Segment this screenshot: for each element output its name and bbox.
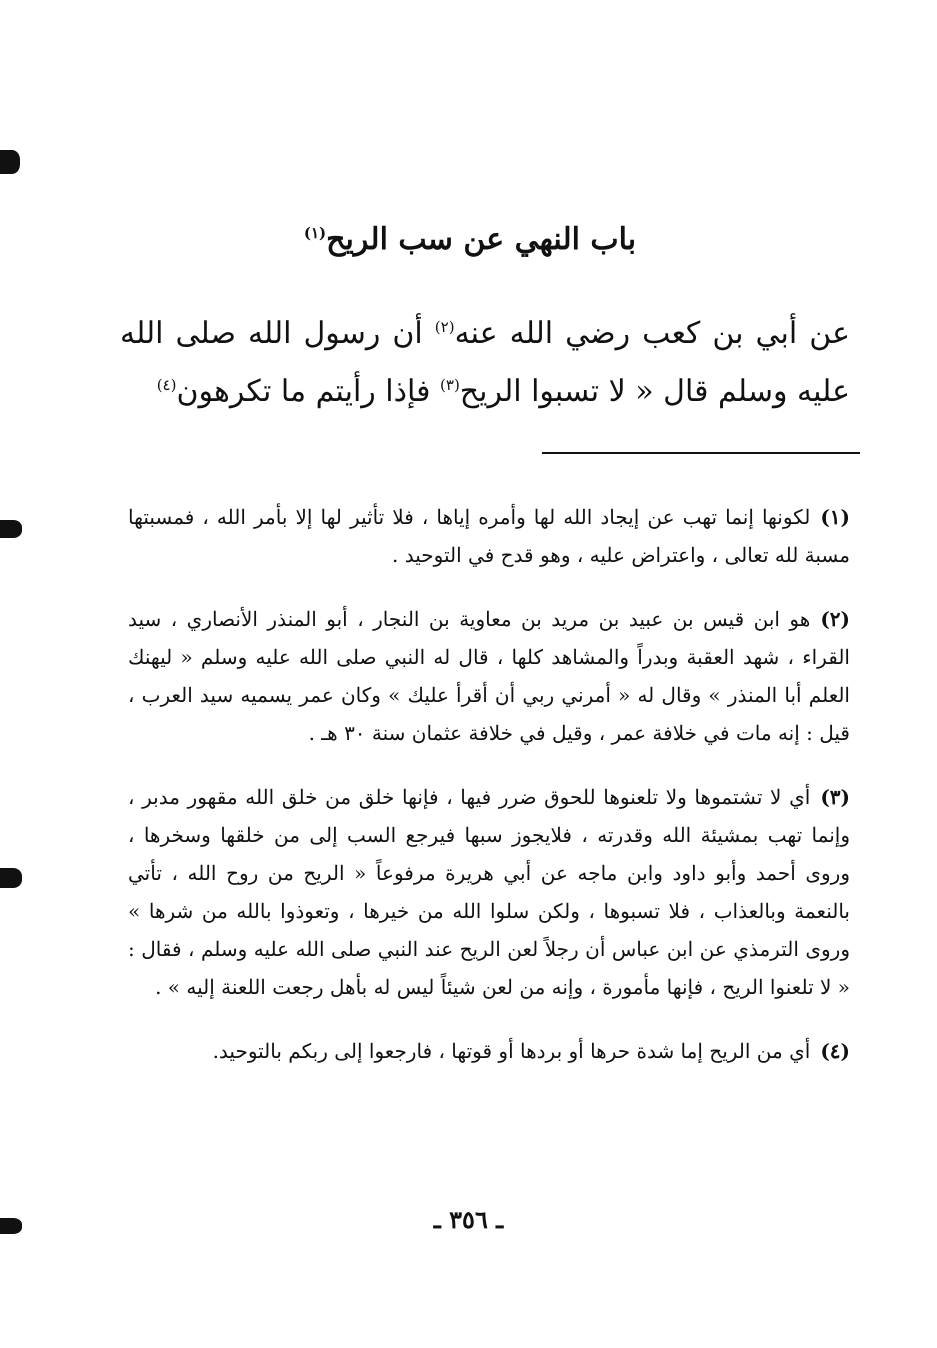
binding-mark-1 xyxy=(0,150,20,174)
chapter-title-text: باب النهي عن سب الريح xyxy=(326,222,637,257)
footnote-2 xyxy=(128,600,850,752)
footnote-number: (٣) xyxy=(820,785,850,809)
footnote-text: لكونها إنما تهب عن إيجاد الله لها وأمره إياها ، فلا تأثير لها إلا بأمر الله ، فمسبتها مسبة لله تعالى ، واعتراض عليه ، وهو قدح في التوحيد . xyxy=(128,505,850,567)
footnote-number: (٤) xyxy=(820,1039,850,1063)
binding-mark-3 xyxy=(0,868,22,888)
hadith-ref-4: (٤) xyxy=(156,376,177,394)
chapter-title xyxy=(120,222,820,257)
chapter-title-footnote-ref: (١) xyxy=(303,224,327,242)
footnote-text: أي من الريح إما شدة حرها أو بردها أو قوتها ، فارجعوا إلى ربكم بالتوحيد. xyxy=(212,1039,811,1063)
hadith-part-2: أن رسول الله صلى الله عليه وسلم قال « لا تسبوا الريح xyxy=(120,316,850,409)
hadith-part-1: عن أبي بن كعب رضي الله عنه xyxy=(454,316,850,351)
binding-mark-2 xyxy=(0,520,22,538)
footnotes xyxy=(128,498,850,1096)
hadith-ref-2: (٢) xyxy=(434,318,455,336)
hadith-part-3: فإذا رأيتم ما تكرهون xyxy=(176,374,441,409)
footnote-text: هو ابن قيس بن عبيد بن مريد بن معاوية بن النجار ، أبو المنذر الأنصاري ، سيد القراء ، شهد العقبة وبدراً والمشاهد كلها ، قال له النبي صلى الله عليه وسلم « ليهنك العلم أبا المنذر » وقال له « أمرني ربي أن أقرأ عليك » وكان عمر يسميه سيد العرب ، قيل : إنه مات في خلافة عمر ، وقيل في خلافة عثمان سنة ٣٠ هـ . xyxy=(128,607,850,745)
footnote-text: أي لا تشتموها ولا تلعنوها للحوق ضرر فيها ، فإنها خلق من خلق الله مقهور مدبر ، وإنما تهب بمشيئة الله وقدرته ، فلايجوز سبها فيرجع السب إلى من خلقها وسخرها ، وروى أحمد وأبو داود وابن ماجه عن أبي هريرة مرفوعاً « الريح من روح الله ، تأتي بالنعمة وبالعذاب ، فلا تسبوها ، ولكن سلوا الله من خيرها ، وتعوذوا بالله من شرها » وروى الترمذي عن ابن عباس أن رجلاً لعن الريح عند النبي صلى الله عليه وسلم ، فقال : « لا تلعنوا الريح ، فإنها مأمورة ، وإنه من لعن شيئاً ليس له بأهل رجعت اللعنة إليه » . xyxy=(128,785,850,999)
footnote-4 xyxy=(128,1032,850,1070)
footnote-number: (٢) xyxy=(820,607,850,631)
footnote-3 xyxy=(128,778,850,1006)
hadith-ref-3: (٣) xyxy=(440,376,460,394)
footnote-number: (١) xyxy=(820,505,850,529)
footnote-separator xyxy=(542,452,860,454)
hadith-text xyxy=(120,305,850,421)
footnote-1 xyxy=(128,498,850,574)
page-number: ـ ٣٥٦ ـ xyxy=(433,1205,504,1234)
